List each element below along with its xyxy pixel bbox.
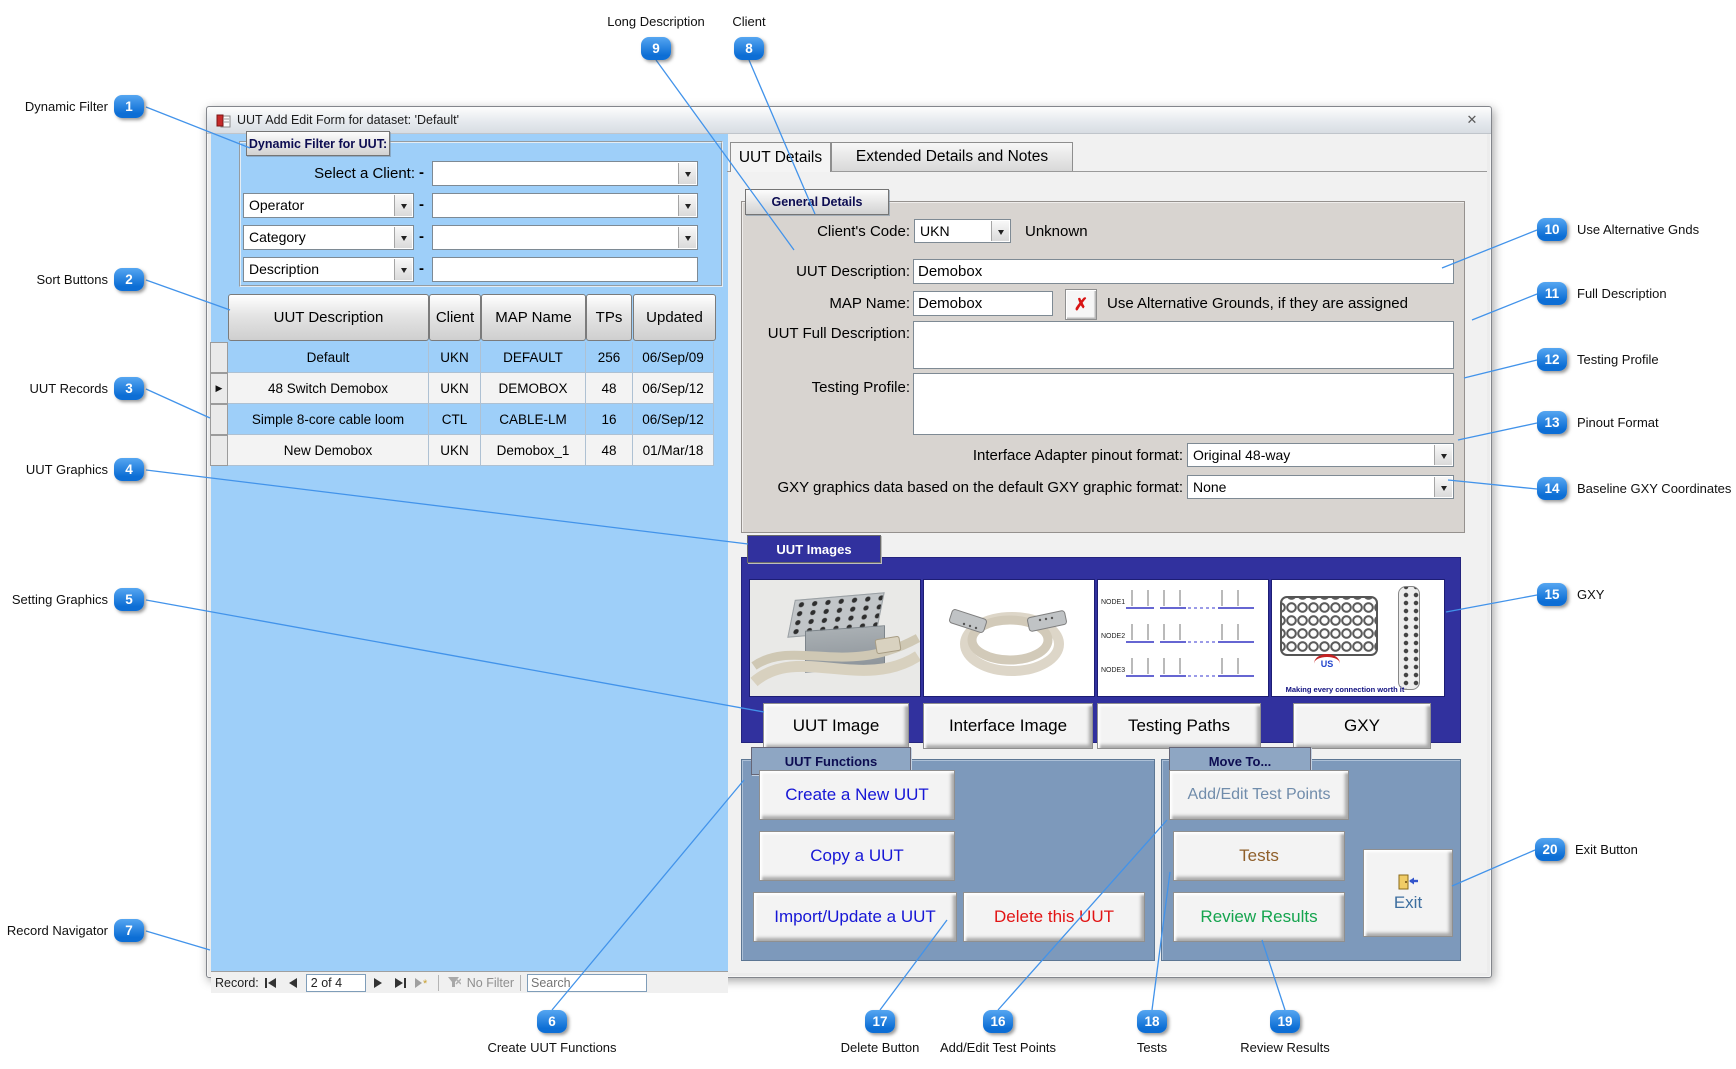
callout-bubble-18: 18	[1137, 1010, 1167, 1033]
next-record-icon[interactable]	[369, 974, 388, 991]
table-row-selected[interactable]	[207, 373, 724, 404]
alt-grounds-text: Use Alternative Grounds, if they are assigned	[1107, 295, 1408, 312]
interface-image-button[interactable]: Interface Image	[923, 703, 1093, 749]
callout-bubble-14: 14	[1537, 477, 1567, 500]
window-titlebar[interactable]	[207, 107, 1491, 134]
record-label: Record:	[215, 975, 259, 990]
filter-field-select-1[interactable]: Operator	[243, 193, 414, 218]
cell-tps: 48	[586, 373, 633, 404]
sort-header-map-name[interactable]: MAP Name	[481, 294, 586, 341]
chevron-down-icon	[678, 163, 696, 184]
svg-text:NODE2: NODE2	[1101, 633, 1126, 640]
svg-text:NODE3: NODE3	[1101, 667, 1126, 674]
chevron-down-icon	[991, 221, 1009, 241]
cell-client: UKN	[429, 373, 481, 404]
cell-map-name: CABLE-LM	[481, 404, 586, 435]
callout-label-15: GXY	[1577, 587, 1605, 602]
company-logo: US	[1314, 654, 1340, 673]
no-filter-icon[interactable]	[445, 974, 464, 991]
divider	[520, 975, 521, 991]
client-code-select[interactable]: UKN	[914, 219, 1011, 243]
cell-tps: 256	[586, 342, 633, 373]
exit-door-icon	[1397, 874, 1419, 891]
select-client-label: Select a Client:	[314, 165, 415, 182]
table-row[interactable]	[207, 342, 724, 373]
import-update-uut-button[interactable]: Import/Update a UUT	[753, 892, 957, 942]
cell-uut-description: New Demobox	[228, 435, 429, 466]
dash-separator: -	[419, 260, 424, 277]
callout-bubble-11: 11	[1537, 282, 1567, 305]
callout-bubble-8: 8	[734, 37, 764, 60]
client-filter-select[interactable]	[432, 161, 698, 186]
testing-profile-textarea[interactable]	[913, 373, 1454, 435]
tab-strip-line	[727, 171, 1487, 172]
callout-bubble-15: 15	[1537, 583, 1567, 606]
cell-tps: 48	[586, 435, 633, 466]
add-edit-test-points-button[interactable]: Add/Edit Test Points	[1169, 770, 1349, 820]
map-name-input[interactable]	[913, 291, 1053, 316]
uut-functions-group-label: UUT Functions	[751, 747, 911, 775]
callout-label-10: Use Alternative Gnds	[1577, 222, 1700, 237]
pinout-format-select[interactable]: Original 48-way	[1187, 443, 1454, 467]
testing-profile-label: Testing Profile:	[811, 379, 910, 396]
chevron-down-icon	[678, 227, 696, 248]
dash-separator: -	[419, 228, 424, 245]
cell-map-name: Demobox_1	[481, 435, 586, 466]
gxy-button[interactable]: GXY	[1293, 703, 1431, 749]
row-selector[interactable]	[210, 404, 228, 435]
testing-paths-diagram	[1098, 580, 1268, 696]
previous-record-icon[interactable]	[284, 974, 303, 991]
gxy-grid-graphic	[1280, 596, 1378, 656]
app-icon	[216, 113, 231, 128]
cell-updated: 06/Sep/09	[633, 342, 714, 373]
filter-field-select-3[interactable]: Description	[243, 257, 414, 282]
full-description-label: UUT Full Description:	[767, 325, 910, 342]
callout-label-9: Long Description	[607, 14, 705, 29]
callout-label-19: Review Results	[1240, 1040, 1330, 1055]
callout-bubble-7: 7	[114, 919, 144, 942]
testing-paths-thumbnail	[1097, 579, 1269, 697]
callout-label-1: Dynamic Filter	[24, 99, 108, 114]
general-details-group-label: General Details	[745, 189, 889, 215]
table-row[interactable]	[207, 404, 724, 435]
callout-label-8: Client	[732, 14, 766, 29]
callout-label-11: Full Description	[1577, 286, 1667, 301]
cell-map-name: DEFAULT	[481, 342, 586, 373]
dynamic-filter-group-label: Dynamic Filter for UUT:	[246, 131, 390, 156]
leader-line	[146, 389, 210, 418]
callout-label-6: Create UUT Functions	[487, 1040, 617, 1055]
gxy-format-select[interactable]: None	[1187, 475, 1454, 499]
cell-updated: 06/Sep/12	[633, 373, 714, 404]
full-description-textarea[interactable]	[913, 321, 1454, 369]
cell-client: UKN	[429, 435, 481, 466]
review-results-button[interactable]: Review Results	[1173, 892, 1345, 942]
dash-separator: -	[419, 196, 424, 213]
uut-image-button[interactable]: UUT Image	[763, 703, 909, 749]
chevron-down-icon	[394, 195, 412, 216]
callout-label-7: Record Navigator	[6, 923, 108, 938]
gxy-format-label: GXY graphics data based on the default GXY graphic format:	[777, 479, 1183, 496]
tests-button[interactable]: Tests	[1173, 831, 1345, 881]
callout-label-17: Delete Button	[840, 1040, 920, 1055]
copy-uut-button[interactable]: Copy a UUT	[759, 831, 955, 881]
filter-field-select-2[interactable]: Category	[243, 225, 414, 250]
interface-cable-thumbnail	[923, 579, 1095, 697]
uut-images-group-label: UUT Images	[747, 535, 881, 563]
callout-label-16: Add/Edit Test Points	[939, 1040, 1057, 1055]
window-title: UUT Add Edit Form for dataset: 'Default'	[237, 113, 459, 127]
gxy-connector-graphic	[1398, 586, 1420, 690]
callout-bubble-2: 2	[114, 268, 144, 291]
cell-uut-description: Default	[228, 342, 429, 373]
sort-header-client[interactable]: Client	[429, 294, 481, 341]
callout-label-20: Exit Button	[1575, 842, 1638, 857]
red-cross-icon: ✗	[1073, 294, 1089, 314]
chevron-down-icon	[1434, 477, 1452, 497]
callout-bubble-12: 12	[1537, 348, 1567, 371]
close-icon[interactable]: ✕	[1466, 112, 1478, 127]
row-selector-current[interactable]	[210, 373, 228, 404]
cell-client: CTL	[429, 404, 481, 435]
row-selector[interactable]	[210, 435, 228, 466]
record-navigator	[211, 971, 728, 993]
callout-label-4: UUT Graphics	[25, 462, 108, 477]
callout-bubble-1: 1	[114, 95, 144, 118]
callout-bubble-5: 5	[114, 588, 144, 611]
uut-description-label: UUT Description:	[796, 263, 910, 280]
gxy-thumbnail	[1271, 579, 1445, 697]
category-filter-value[interactable]	[432, 225, 698, 250]
delete-uut-button[interactable]: Delete this UUT	[963, 892, 1145, 942]
sort-header-uut-description[interactable]: UUT Description	[228, 294, 429, 341]
create-new-uut-button[interactable]: Create a New UUT	[759, 770, 955, 820]
divider	[438, 975, 439, 991]
exit-button[interactable]: Exit	[1363, 849, 1453, 937]
client-code-label: Client's Code:	[817, 223, 910, 240]
current-record-arrow-icon: ▶	[215, 383, 223, 393]
cable-graphic	[750, 580, 920, 696]
search-input[interactable]	[527, 974, 647, 992]
last-record-icon[interactable]	[391, 974, 410, 991]
callout-label-13: Pinout Format	[1577, 415, 1659, 430]
callout-bubble-13: 13	[1537, 411, 1567, 434]
tab-extended-details[interactable]: Extended Details and Notes	[831, 142, 1073, 172]
cell-updated: 01/Mar/18	[633, 435, 714, 466]
uut-description-input[interactable]	[913, 259, 1454, 284]
cell-uut-description: Simple 8-core cable loom	[228, 404, 429, 435]
coiled-cable-graphic	[924, 580, 1094, 696]
no-filter-label: No Filter	[466, 975, 515, 990]
callout-label-3: UUT Records	[29, 381, 108, 396]
chevron-down-icon	[1434, 445, 1452, 465]
callout-label-14: Baseline GXY Coordinates	[1577, 481, 1732, 496]
callout-bubble-4: 4	[114, 458, 144, 481]
svg-text:*: *	[423, 977, 428, 988]
first-record-icon[interactable]	[262, 974, 281, 991]
chevron-down-icon	[394, 259, 412, 280]
svg-text:NODE1: NODE1	[1101, 599, 1126, 606]
callout-bubble-10: 10	[1537, 218, 1567, 241]
new-record-icon[interactable]	[413, 974, 432, 991]
cell-client: UKN	[429, 342, 481, 373]
table-row[interactable]	[207, 435, 724, 466]
operator-filter-value[interactable]	[432, 193, 698, 218]
map-name-label: MAP Name:	[829, 295, 910, 312]
testing-paths-button[interactable]: Testing Paths	[1097, 703, 1261, 749]
row-selector[interactable]	[210, 342, 228, 373]
callout-label-12: Testing Profile	[1577, 352, 1659, 367]
chevron-down-icon	[678, 195, 696, 216]
cell-uut-description: 48 Switch Demobox	[228, 373, 429, 404]
tab-uut-details[interactable]: UUT Details	[730, 142, 831, 172]
leader-line	[146, 931, 210, 950]
move-to-group-label: Move To...	[1169, 747, 1311, 775]
cell-updated: 06/Sep/12	[633, 404, 714, 435]
callout-bubble-6: 6	[537, 1010, 567, 1033]
callout-bubble-3: 3	[114, 377, 144, 400]
description-filter-input[interactable]	[432, 257, 698, 282]
uut-add-edit-window	[206, 106, 1492, 990]
remove-alt-grounds-button[interactable]	[1065, 289, 1097, 320]
pinout-format-label: Interface Adapter pinout format:	[972, 447, 1183, 464]
cell-tps: 16	[586, 404, 633, 435]
chevron-down-icon	[394, 227, 412, 248]
gxy-caption: Making every connection worth it	[1285, 685, 1405, 694]
callout-label-2: Sort Buttons	[36, 272, 108, 287]
callout-bubble-19: 19	[1270, 1010, 1300, 1033]
uut-photo-thumbnail	[749, 579, 921, 697]
dash-separator: -	[419, 164, 424, 181]
callout-bubble-20: 20	[1535, 838, 1565, 861]
record-position[interactable]: 2 of 4	[306, 974, 366, 992]
client-code-name: Unknown	[1025, 223, 1088, 240]
callout-bubble-9: 9	[641, 37, 671, 60]
cell-map-name: DEMOBOX	[481, 373, 586, 404]
callout-label-5: Setting Graphics	[11, 592, 108, 607]
callout-label-18: Tests	[1136, 1040, 1168, 1055]
callout-bubble-17: 17	[865, 1010, 895, 1033]
sort-header-updated[interactable]: Updated	[633, 294, 716, 341]
callout-bubble-16: 16	[983, 1010, 1013, 1033]
sort-header-tps[interactable]: TPs	[586, 294, 632, 341]
